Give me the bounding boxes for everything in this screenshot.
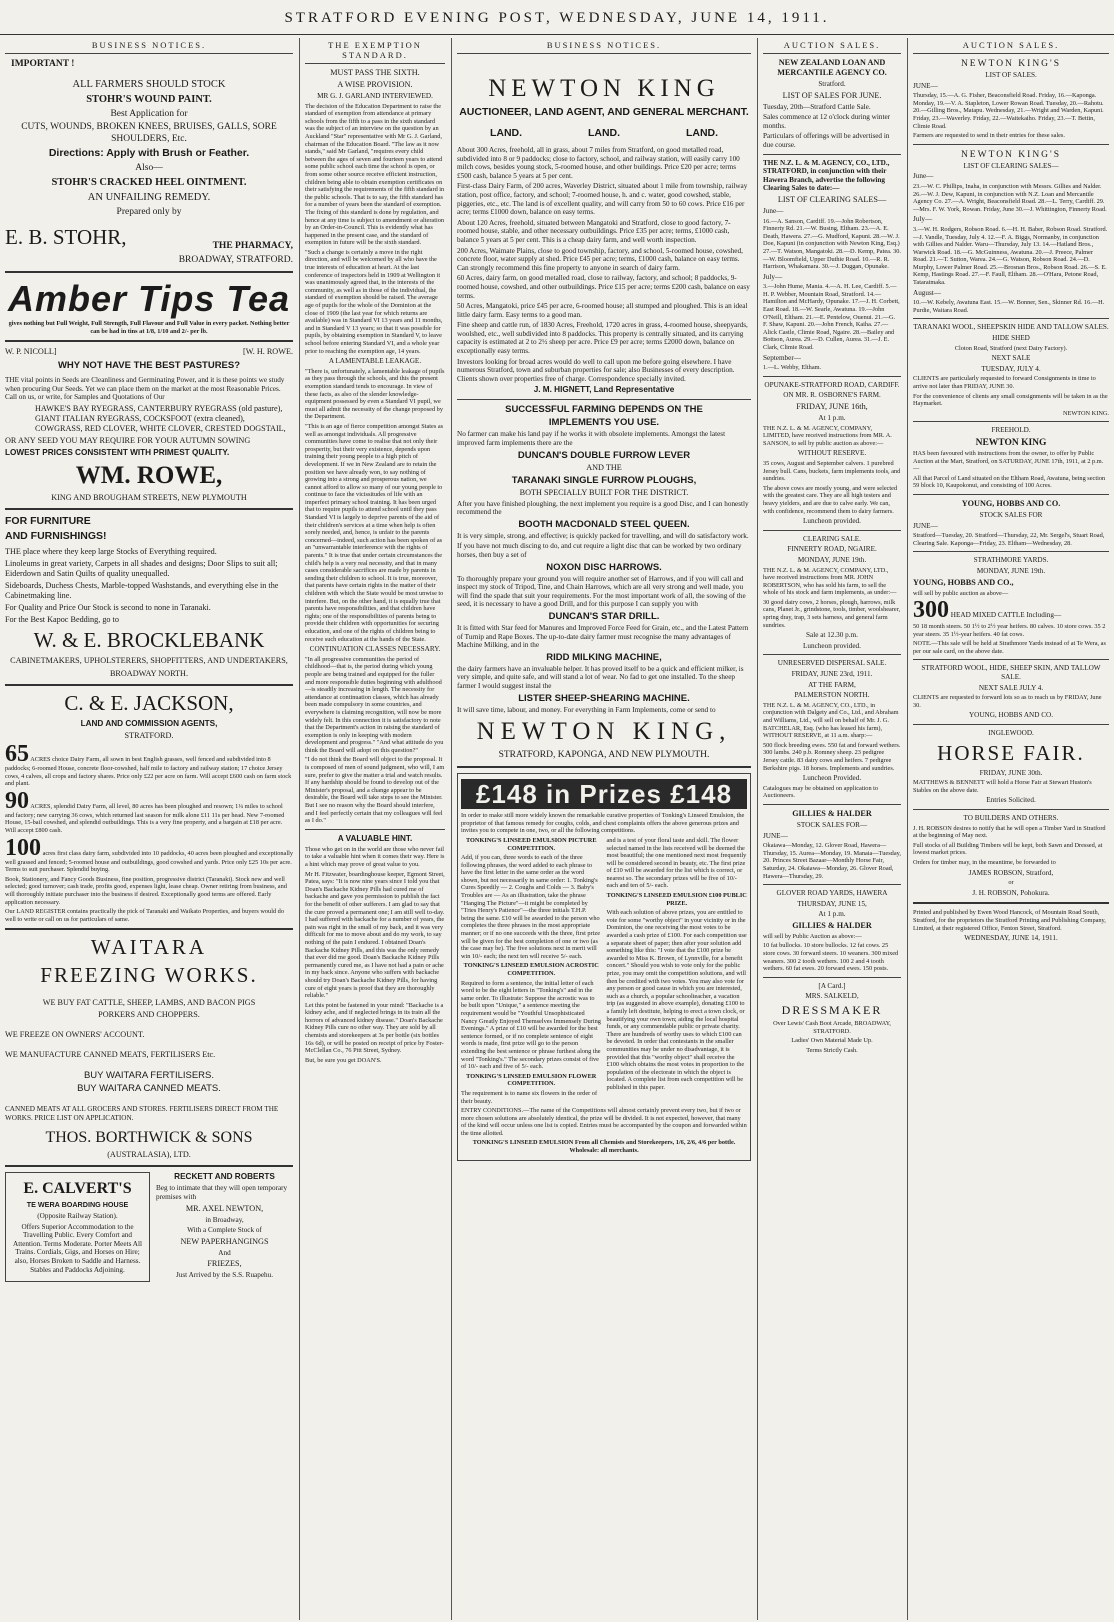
advert-body: All that Parcel of Land situated on the Eltham Road, Awatuna, being section 59 block 10, Kaupokonui, and consisting of 100 Acres. [913,474,1106,490]
advert-signature: NEWTON KING. [1062,409,1109,417]
advert-line: Over Lewis' Cash Boot Arcade, BROADWAY, STRATFORD. [773,1020,891,1035]
implement-name: TARANAKI SINGLE FURROW PLOUGHS, [511,474,697,486]
advert-heading: FOR FURNITURE [5,514,91,527]
advert-line: STRATFORD. [124,730,174,740]
sale-list: 1.—L. Webby, Eltham. [763,364,822,372]
competition-conditions: ENTRY CONDITIONS.—The name of the Competitions will almost certainly prevent every two, but if two or more chosen solutions are absolutely identical, the prize will be divided. It is not expected, however, that many of the kind will occur unless one list is copied. Entries must be accompanied by the coupon and forwarded within the time allotted. [461,1107,747,1137]
advert-line: Ladies' Own Material Made Up. [791,1037,873,1045]
sale-entry: Tuesday, 20th—Stratford Cattle Sale. [763,102,871,111]
listing-text: ACRES, splendid Dairy Farm, all level, 80 acres has been ploughed and resown; 1¼ miles to school and factory; new carrying 36 cows, which returned last season for milk alone £11 11s per head. New 7-roomed House, 15-bail cowshed, and splendid outbuildings. This is a very fine property, and a bargain at £18 per acre. Will accept £800 cash. [5,802,285,834]
sale-time: Sale at 12.30 p.m. [806,631,858,640]
acreage-number: 100 [5,834,41,861]
advert-line: in Broadway, [205,1215,244,1224]
advert-body: THE N.Z. L. & M. AGENCY, COMPANY, LTD., have received instructions from MR. JOHN ROBERTSON, who has sold his farm, to sell the whole of his stock and farm implements, as under:— [763,566,897,597]
advert-body: For the convenience of clients any small consignments will be taken in as the Haymarket. [913,392,1108,408]
agency-name: THE N.Z. L. & M. AGENCY, CO., LTD., STRATFORD, in conjunction with their Hawera Branch, advertise the following Clearing Sales to date:— [763,158,890,193]
sale-list: Stratford—Tuesday, 20. Stratford—Thursday, 22, Mr. Sergel's, Stuart Road, Clearing Sale. Kaponga—Friday, 23. Eltham—Wednesday, 28. [913,532,1105,547]
advert-line: WE BUY FAT CATTLE, SHEEP, LAMBS, AND BACON PIGS [42,998,256,1008]
advert-line: Luncheon provided. [803,641,861,650]
brocklebank-advert [5,515,293,679]
agency-name: GILLIES & HALDER [792,808,872,818]
competition-text: Add, if you can, three words to each of the three following phrases, the word added to each phrase to have the first letter in the same order as the word shown, but not necessarily in same order: 1. Tonking's Cures Speedily — 2. Coughs and Colds — 3. Baby's Troubles are — As an illustration, take the phrase "Hanging The Picture"—it might be completed by "Tries Henry's Patience"—the three initials T.H.P. being the same. £10 will be awarded to the person who completes the three phrases in the most appropriate manner; or if no one succeeds with the three, first prize will be given for the best completion of one or two (as the case may be). The five solutions next in merit will win 10/- each; the next ten will receive 5/- each. [461,854,601,960]
agency-name: NEWTON KING'S [960,149,1062,160]
advert-line: NEXT SALE [991,354,1031,363]
advert-heading: AND FURNISHINGS! [5,529,107,542]
month-label: July— [763,272,783,281]
waitara-title: WAITARA [90,935,208,960]
imprint-date: WEDNESDAY, JUNE 14, 1911. [964,934,1058,943]
advert-line: WITHOUT RESERVE. [797,449,867,458]
stohr-address: BROADWAY, STRATFORD. [178,255,293,265]
advert-line: KING AND BROUGHAM STREETS, NEW PLYMOUTH [51,492,247,502]
sale-heading: GLOVER ROAD YARDS, HAWERA [776,889,888,898]
sale-entry: Particulars of offerings will be advertised in due course. [763,132,890,149]
advert-line: W. P. NICOLL] [5,347,57,357]
sale-list: Okaiawa—Monday, 12. Glover Road, Hawera—Thursday, 15. Aurea—Monday, 19. Manaia—Tuesday, 20. Princes Street Bazaar—Monthly Horse Fair, Saturday, 24. Okaiawa—Monday, 26. Glover Road, Hawera—Thursday, 29. [763,842,901,880]
advert-line: HEAD MIXED CATTLE Including— [950,611,1062,620]
advert-line: J. M. HIGNETT, Land Representative [533,385,675,395]
advert-body: the dairy farmers have an invaluable helper. It has proved itself to be a quick and efficient milker, is very simple, and quite safe, and will stand a lot of wear. No fad to get one installed. To the sheep farmer I would suggest instal the [457,664,744,690]
advert-line: AT THE FARM, [808,680,856,689]
advert-body: OR ANY SEED YOU MAY REQUIRE FOR YOUR AUTUMN SOWING [5,435,251,445]
advert-body: For the Best Kapoc Bedding, go to [5,614,119,624]
advert-body: For Quality and Price Our Stock is second to none in Taranaki. [5,602,211,612]
advert-line: TE WERA BOARDING HOUSE [26,1200,129,1210]
advert-line: LAND AND COMMISSION AGENTS, [80,718,218,728]
advert-body: THE N.Z. L. & M. AGENCY, COMPANY, LIMITED, have received instructions from MR. A. SANSON, to sell by public auction as above:— [763,424,892,447]
month-label: June— [763,206,784,215]
sale-list: 500 flock breeding ewes. 550 fat and forward wethers. 300 lambs. 240 p.b. Romney sheep. 23 pedigree Jersey cattle. 83 dairy cows and heifers. 7 pedigree Berkshire pigs. 18 horses. Implements and sundries. [763,741,901,772]
advert-body: THE N.Z. L. & M. AGENCY, CO., LTD., in conjunction with Dalgety and Co., Ltd., and Abraham and Williams, Ltd., will sell on behalf of Mr. J. G. BATCHELAR, Esq. (who has leased his farm), WITHOUT RESERVE, at 11 a.m. sharp:— [763,701,899,740]
advert-line: MRS. SALKELD, [805,992,859,1001]
advert-body: It is very simple, strong, and effective; is quickly packed for travelling, and will do satisfactory work. [457,531,749,540]
advert-line: or [1008,879,1014,887]
implement-name: RIDD MILKING MACHINE, [546,651,662,663]
advert-line: PORKERS AND CHOPPERS. [98,1010,200,1020]
advert-line: NEW PAPERHANGINGS [180,1236,269,1246]
amber-tips-advert [5,278,293,335]
advert-line: BOTH SPECIALLY BUILT FOR THE DISTRICT. [519,487,689,497]
dressmaker-heading: DRESSMAKER [781,1003,883,1018]
advert-body: HAWKE'S BAY RYEGRASS, CANTERBURY RYEGRASS (old pasture), GIANT ITALIAN RYEGRASS, COCKSFOOT (extra cleaned), COWGRASS, RED CLOVER, WHITE CLOVER, CRESTED DOGSTAIL, [35,403,286,433]
month-label: JUNE— [763,831,788,840]
advert-line: HIDE SHED [992,334,1030,343]
implement-name: BOOTH MACDONALD STEEL QUEEN. [518,518,690,530]
column-header: BUSINESS NOTICES. [457,38,751,54]
cattle-count: 300 [913,597,949,624]
borthwick-name: THOS. BORTHWICK & SONS [45,1129,253,1147]
newton-king-title: NEWTON KING, [476,718,732,746]
advert-body: After you have finished ploughing, the next implement you require is a good Disc, and I can honestly recommend the [457,499,749,517]
advert-line: (Opposite Railway Station). [37,1212,118,1221]
advert-line: Directions: Apply with Brush or Feather. [48,147,250,159]
advert-line: STOCK SALES FOR— [796,820,868,829]
advert-line: BUY WAITARA FERTILISERS. [83,1070,215,1082]
advert-body: No farmer can make his land pay if he works it with obsolete implements. Amongst the latest improved farm implements there are the [457,430,726,448]
advert-heading: LIST OF SALES. [985,71,1037,79]
implement-name: DUNCAN'S STAR DRILL. [548,610,660,622]
masthead: STRATFORD EVENING POST, WEDNESDAY, JUNE 14, 1911. [0,0,1114,35]
advert-heading: LIST OF SALES FOR JUNE. [782,90,882,100]
advert-heading: IMPLEMENTS YOU USE. [548,417,660,429]
rowe-name: WM. ROWE, [75,461,223,489]
advert-body: THE vital points in Seeds are Cleanliness and Germinating Power, and it is these points we study when procuring Our Seeds. Yet we can place them on the market at the most Reasonable Prices. Call on us, or write, for Samples and Quotations of Our [5,376,285,402]
advert-line: BROADWAY NORTH. [109,668,189,678]
advert-body: HAS been favoured with instructions from the owner, to offer by Public Auction at the Mart, Stratford, on SATURDAY, JUNE 17th, 1911, at 2 p.m.— [913,449,1104,473]
article-subhead: A VALUABLE HINT. [337,833,413,843]
advert-line: PALMERSTON NORTH. [794,691,870,700]
advert-line: MR. AXEL NEWTON, [185,1203,264,1213]
column-header: THE EXEMPTION STANDARD. [305,38,445,64]
calvert-advert [5,1172,150,1282]
sale-date: FRIDAY, JUNE 30th. [979,768,1043,777]
listing-text: ACRES choice Dairy Farm, all sown in best English grasses, well fenced and subdivided into 8 paddocks; 6-roomed House, concrete floor-cowshed, half mile to factory and railway station; 17 choice Jersey cows, 4 calves, all crops and factory shares. Price only £22 per acre on farm. Will accept £600 cash on farm stock and plant. [5,755,292,788]
advert-body: NOTE.—This sale will be held at Strathmore Yards instead of at Te Wera, as per our sale card, on the above date. [913,640,1106,655]
agency-name: YOUNG, HOBBS AND CO., [913,577,1014,587]
advert-line: TONKING'S LINSEED EMULSION From all Chemists and Storekeepers, 1/6, 2/6, 4/6 per bottle. Wholesale: all merchants. [472,1139,736,1155]
advert-line: Prepared only by [116,207,182,217]
sale-date: TUESDAY, JULY 4. [981,364,1041,373]
advert-body: Farmers are requested to send in their entries for these sales. [913,132,1065,140]
advert-heading: WHY NOT HAVE THE BEST PASTURES? [57,360,241,372]
brocklebank-name: W. & E. BROCKLEBANK [33,627,265,652]
advert-line: CABINETMAKERS, UPHOLSTERERS, SHOPFITTERS, AND UNDERTAKERS, [10,655,288,665]
advert-line: Luncheon provided. [803,517,861,526]
article-paragraph: But, be sure you get DOAN'S. [305,1056,382,1064]
acreage-number: 65 [5,740,29,767]
article-subhead: A WISE PROVISION. [337,80,413,89]
listing-text: Investors looking for broad acres would do well to call upon me before going elsewhere. I have numerous Stratford, town and suburban properties for sale; also Businesses of every description. Clients shown over properties free of charge. Correspondence specially invited. [457,357,735,383]
advert-body: J. H. ROBSON desires to notify that he will open a Timber Yard in Stratford at the beginning of May next. [913,824,1106,840]
article-paragraph: "I do not think the Board will object to the proposal. It is composed of men of sound judgment, who will, I am sure, prefer to give the matter a trial and watch results. If any hardship should be found to develop out of the Minister's proposal, and a change appear to be desirable, the Board will take steps to see the Minister. But I see no reason why the Board should interfere, and I feel perfectly certain that my colleagues will feel as I do." [305,756,445,825]
column-4 [758,38,906,1618]
advert-signature: JAMES ROBSON, Stratford, [968,868,1054,877]
advert-body: Full stocks of all Building Timbers will be kept, both Sawn and Dressed, at lowest market prices. [913,841,1103,857]
competition-heading: TONKING'S LINSEED EMULSION PICTURE COMPETITION. [465,836,597,852]
column-5 [908,38,1114,1618]
amber-sub: gives nothing but Full Weight, Full Strength, Full Flavour and Full Value in every packet. Nothing better can be had in tins at 1/8, 1/10 and 2/- per lb. [8,320,290,335]
advert-line: will sell by Public Auction as above:— [763,932,862,940]
advert-heading: SUCCESSFUL FARMING DEPENDS ON THE [505,404,703,416]
land-heading: LAND. [587,127,621,139]
waitara-title: FREEZING WORKS. [40,963,258,988]
advert-body: Beg to intimate that they will open temporary premises with [156,1184,288,1202]
advert-line: Best Application for [110,109,188,119]
agency-name: NEWTON KING [975,437,1047,448]
sale-heading: FREEHOLD. [991,426,1031,435]
land-heading: LAND. [685,127,719,139]
advert-line: FINNERTY ROAD, NGAIRE. [787,545,877,554]
advert-heading: LOWEST PRICES CONSISTENT WITH PRIMEST QUALITY. [5,447,230,457]
advert-line: FRIEZES, [207,1259,242,1269]
advert-line: will sell by public auction as above— [913,589,1009,597]
month-label: September— [763,353,801,362]
advert-signature: J. H. ROBSON, Pohokura. [972,888,1050,897]
sale-list: 3.—John Hume, Mania. 4.—A. H. Lee, Cardiff. 5.—H. P. Webber, Mountain Road, Stratford. 14.—Hamilton and McHardy, Opunake. 17.—J. H. Corbett, East Road. 18.—W. Searle, Awatuna. 19.—John O'Neill, Eltham. 21.—E. Pentelow, Ouenui. 21.—G. F. Shaw, Kapuni. 20.—John French, Kaiha. 27.—Alick Castle, Climie Road, Ngaire. 28.—Bailey and Bottson, Aurea. 29.—D. Cullen, Aurea. 31.—J. E. Clark, Climie Road. [763,283,900,352]
sale-date: FRIDAY, JUNE 23rd, 1911. [791,670,873,679]
listing-text: acres first class dairy farm, subdivided into 10 paddocks, 40 acres been ploughed and exceptionally well grassed and fenced; 5-roomed house and outbuildings, good cowshed and yards. Price only £25 10s per acre. Terms to suit purchaser. Splendid buying. [5,849,293,874]
implement-name: LISTER SHEEP-SHEARING MACHINE. [518,692,690,704]
competition-text: Required to form a sentence, the initial letter of each word to be the eight letters in "Tonking's" and in the same order. To illustrate: Suppose the acrostic was to be built upon "Unique," a sentence meeting the requirement would be "Youthful Unsophisticated Nancy Greatly Enjoyed Themselves Immensely During Evenings." A prize of £10 will be awarded for the best sentence formed, or if no complete sentence of eight words is made, first prize will go to the person extending the best sentence or phrase furthest along the word "Tonking's." The secondary prizes consist of five of 10/- each and five of 5/- each. [461,979,601,1071]
competition-text: The requirement is to name six flowers in the order of their beauty. [461,1089,598,1105]
listing-text: About 300 Acres, freehold, all in grass, about 7 miles from Stratford, on good metalled road, subdivided into 8 or 9 paddocks; close to factory, school, and railway station, will easily carry 100 milch cows, besides young stock, 5-roomed house, and other buildings. Price £20 per acre; terms £500 cash, balance 5 years at 5 per cent. [457,146,740,180]
sale-heading: STRATHMORE YARDS. [973,556,1049,565]
competition-heading: TONKING'S LINSEED EMULSION ACROSTIC COMPETITION. [463,962,599,977]
article-paragraph: Those who get on in the world are those who never fail to take a valuable hint when it comes their way. Here is a hint which may prove of great value to you. [305,845,445,868]
sale-time: At 1 p.m. [818,910,846,919]
sale-heading: TO BUILDERS AND OTHERS. [963,814,1059,822]
farm-implements-advert [457,404,751,761]
advert-body: If you have not much discing to do, and cut require a light disc that can be worked by two ordinary horses, then buy a set of [457,542,742,559]
advert-body: In order to make still more widely known the remarkable curative properties of Tonking's Linseed Emulsion, the proprietor of that famous remedy for coughs, colds, and chest complaints offers the above generous prizes and invites you to compete in one, two, or all the following competitions. [461,812,745,835]
agency-name: NEW ZEALAND LOAN AND MERCANTILE AGENCY CO. [777,58,887,77]
advert-line: Stratford. [818,80,846,88]
sale-date: FRIDAY, JUNE 16th, [796,402,868,411]
sale-entry: Sales commence at 12 o'clock during winter months. [763,113,891,130]
month-label: June— [913,172,934,181]
prize-title: £148 in Prizes £148 [461,779,747,809]
agency-name: NEWTON KING'S [960,59,1062,69]
sale-list: Thursday, 15.—A. G. Fisher, Beaconsfield Road. Friday, 16.—Kaponga. Monday, 19.—V. A. Stapleton, Lower Rowan Road. Tuesday, 20.—Rahotu. 20.—Gilling Bros., Matapu. Wednesday, 21.—Wright and Warden, Kapuni. Friday, 23.—Waverley. Friday, 22.—Waitekaiho. Friday, 23.—T. Bettin, Climie Road. [913,92,1104,130]
advert-line: (AUSTRALASIA), LTD. [107,1150,191,1160]
article-paragraph: Mr H. Fitzwater, boardinghouse keeper, Egmont Street, Patea, says: "It is now nine years since I told you that Doan's Backache Kidney Pills had cured me of backache and gave you permission to publish the fact for the benefit of other sufferers. I am glad to say that the cure proved a permanent one; I am still well to-day. I had suffered with backache for a number of years, the pain was right in the small of my back, and it was very difficult for me to move about and do my work, to say nothing of the pain I endured. I obtained Doan's Backache Kidney Pills, and this was the only remedy that ever did me good. Doan's Backache Kidney Pills permanently cured me, as I have not had a pain or ache in my back since. Anyone who suffers with backache should try Doan's Backache Kidney Pills, for having cure of eight years is proof that they are thoroughly reliable." [305,870,445,1000]
sale-list: 23.—W. C. Phillips, Inaha, in conjunction with Messrs. Gillies and Nalder. 26.—W. J. Dew, Kapuni, in conjunction with N.Z. Loan and Mercantile Agency Co. 27.—A. Wright, Beaconsfield Road. 28.—L. Terry, Cardiff. 29.—Mrs. F. W. York, Rowan. Friday, June 30.—J. Whittington, Finnerty Road. [913,182,1107,213]
stohr-pharmacy: THE PHARMACY, [212,241,293,251]
advert-body: CLIENTS are requested to forward lots so as to reach us by FRIDAY, June 30. [913,694,1102,709]
month-label: JUNE— [913,81,938,90]
listing-text: Fine sheep and cattle run, of 1830 Acres, Freehold, 1720 acres in grass, 4-roomed house, sheepyards, woolshed, etc., well subdivided into 8 paddocks. This property is centrally situated, and its carrying capacity is estimated at 2 to 2½ sheep per acre. Price £9 per acre; terms £2000 down, balance on exceptionally easy terms. [457,321,748,356]
advert-line: BUY WAITARA CANNED MEATS. [77,1083,221,1095]
advert-line: STOHR'S WOUND PAINT. [86,94,212,105]
advert-line: WE MANUFACTURE CANNED MEATS, FERTILISERS Etc. [5,1050,216,1060]
listing-text: First-class Dairy Farm, of 200 acres, Waverley District, situated about 1 mile from township, railway station, post office, factory, and school; 7-roomed house, h. and c. water, good cowshed, stable, piggeries, etc., etc. The land is of excellent quality, and will carry from 50 to 60 cows. Price £16 per acre; terms £1000 down, balance on easy terms. [457,182,748,217]
listing-text: 60 Acres, dairy farm, on good metalled road, close to railway, factory, and school; 8 paddocks, 9-roomed house, cowshed, and other outbuildings. Price £15 per acre; terms £200 cash, balance on easy terms. [457,274,750,300]
sale-date: THURSDAY, JUNE 15, [797,899,867,908]
advert-line: Terms Strictly Cash. [806,1046,858,1054]
sale-time: At 1 p.m. [818,414,846,422]
sale-heading: STRATFORD WOOL, HIDE, SHEEP SKIN, AND TALLOW SALE. [921,664,1101,682]
advert-heading: LIST OF CLEARING SALES— [777,194,887,204]
advert-line: INGLEWOOD. [988,729,1034,738]
calvert-name: E. CALVERT'S [23,1180,132,1198]
column-header: AUCTION SALES. [913,38,1109,54]
newton-king-title: NEWTON KING [488,75,720,102]
sale-list: 16.—A. Sanson, Cardiff. 19.—John Robertson, Finnerty Rd. 21.—W. Busing, Eltham. 23.—A. E. Death, Hawera. 27.—G. Mudford, Kapuni. 28.—W. J. Doe, Kapuni (in conjunction with Newton King, Esq.) 27.—T. Watson, Mangatoki. 28.—D. Kemp, Patea. 30.—W. Bloomfield, Upper Duthie Road. 10.—R. R. Harrison, Whakamara. 30.—J. Duggan, Opunake. [763,217,901,271]
sale-date: NEXT SALE JULY 4. [978,683,1044,692]
article-subhead: MR G. J. GARLAND INTERVIEWED. [317,92,433,100]
advert-line: STOCK SALES FOR [979,510,1043,519]
sale-heading: TARANAKI WOOL, SHEEPSKIN HIDE AND TALLOW SALES. [913,323,1109,332]
advert-signature: YOUNG, HOBBS AND CO. [968,711,1054,720]
competition-text: and is a test of your floral taste and skill. The flower selected named in the lists received will be deemed the most beautiful; the one mentioned next most frequently will be considered second in beauty, etc. The first prize of £10 will be awarded for the list which is correct, or nearest so. The secondary prizes will be five of 10/- each and ten of 5/- each. [606,836,747,890]
listing-text: Book, Stationery, and Fancy Goods Business, fine position, progressive district (Taranaki). Stock new and well selected; good turnover; cash trade, profits good, expenses light, lease cheap. Owner retiring from business, and will thoroughly initiate purchaser into the business if desired. Exceptionally good terms are offered. Early application necessary. [5,875,287,906]
important-heading: IMPORTANT ! [11,59,75,69]
column-3 [452,38,756,1618]
implement-name: DUNCAN'S DOUBLE FURROW LEVER [517,449,691,461]
advert-line: Cloton Road, Stratford (next Dairy Factory). [954,344,1068,352]
advert-body: To thoroughly prepare your ground you will require another set of Harrows, and if you will call and inspect my stock of Tripod, Tine, and Chain Harrows, which are all very strong and well made, you will find the spade that suit your requirements. For the most important work of all, the sowing of the seed, it is necessary to have a good Drill, and for this purpose I can supply you with [457,574,746,609]
competition-heading: TONKING'S LINSEED EMULSION £100 PUBLIC PRIZE. [606,892,747,907]
sale-list: 50 18 month steers. 50 1½ to 2½ year heifers. 80 calves. 10 store cows. 35 2 year steers. 35 1½-year heifers. 40 fat cows. [913,623,1106,638]
jackson-advert [5,691,293,923]
advert-line: ON MR. R. OSBORNE'S FARM. [783,391,881,400]
advert-body: It will save time, labour, and money. For everything in Farm Implements, come or send to [457,705,716,714]
agency-name: GILLIES & HALDER [792,920,872,930]
amber-title: Amber Tips Tea [7,278,291,319]
listing-text: About 120 Acres, freehold, situated between Mangatoki and Stratford, close to good factory, 7-roomed house, stable, and other necessary outbuildings. Price £35 per acre; terms, £1000 cash, balance 5 years at 5 per cent. This is a cheap dairy farm, and well worth inspection. [457,218,731,244]
column-header: BUSINESS NOTICES. [5,38,293,54]
sale-list: 10 fat bullocks. 10 store bullocks. 12 fat cows. 25 store cows. 30 forward steers. 10 weaners. 300 mixed weaners. 300 2 tooth wethers. 100 2 and 4 tooth wethers. 60 fat ewes. 20 forward ewes. 150 posts. [763,942,899,973]
advert-line: CANNED MEATS AT ALL GROCERS AND STORES. FERTILISERS DIRECT FROM THE WORKS. PRICE LIST ON APPLICATION. [5,1105,279,1122]
advert-body: Linoleums in great variety, Carpets in all shades and designs; Door Slips to suit all; Eiderdown and Satin Quilts of quality unequalled. [5,558,278,578]
column-header: AUCTION SALES. [763,38,901,54]
advert-body: THE place where they keep large Stocks of Everything required. [5,546,217,556]
advert-line: [A Card.] [818,981,846,990]
sale-date: MONDAY, JUNE 19th. [976,566,1046,575]
waitara-advert [5,935,293,1160]
rowe-advert [5,347,293,503]
article-paragraph: The decision of the Education Department to raise the standard of exemption from attendance at primary schools from the fifth to a pass in the sixth standard was the subject of an interview on the question by an Auckland "Star" representative with Mr G. J. Garland, chairman of the Education Board. "The law as it now stands," said Mr Garland, "requires every child between the ages of seven and fourteen years to attend some public school each time the school is open, or from some other source receive efficient instruction, children being able to obtain exemption certificates on their satisfying the requirements of the fifth standard in the public schools. That is to say, the fifth standard has for a number of years been the standard of exemption. The fixing of this standard is done by regulation, and hence at any time is subject to amendment or alteration by an Order-in-Council. This is evidently what has happened in the present case, and the standard of exemption in future will be the sixth standard. [305,102,445,247]
sale-list: 35 cows, August and September calvers. 1 purebred Jersey bull. Cans, buckets, farm implements tools, and sundries. [763,459,901,483]
newton-king-land-advert [457,74,751,395]
competition-text: With each solution of above prizes, you are entitled to vote for some "worthy object" in your vicinity or in the Dominion, the one receiving the most votes to be awarded a cash prize of £100. For each competition use a separate sheet of paper; then after your solution add something like this: "I vote that the £100 prize be awarded to Miss K. Brown, of Lynnville, for a benefit concert." Should you wish to vote only for the public prize, you may omit the competition solutions, and will then be credited with two votes. You may also vote for any person or good cause in which you are interested, such as a church, a popular schoolteacher, a vacation trip (as suggested in above example), donating £100 to a family left destitute, helping to erect a town clock, or beautifying your own town; aiding the local hospital funds, or any commendable public or private charity. There are hundreds of worthy uses to which £100 can be devoted. In order that contestants in the smaller communities may be under no disadvantage, it is provided that this "worthy object" shall receive the £100 which obtains the most votes in proportion to the population of the electorate in which the object is located. A complete list from each competition will be published in this paper. [606,909,747,1091]
advert-line: AND THE [586,462,622,472]
month-label: August— [913,288,941,297]
competition-heading: TONKING'S LINSEED EMULSION FLOWER COMPETITION. [466,1072,597,1088]
advert-heading: LIST OF CLEARING SALES— [963,161,1059,170]
column-2 [300,38,450,1618]
sale-list: 3.—W. H. Rodgers, Robson Road. 6.—H. H. Baber, Robson Road. Stratford.—J. Vandle, Tuesday, July 4. 12.—F. A. Biggs, Normanby, in conjunction with Gillies and Nalder. Waru—Thursday, July 13. 14.—Hatland Bros., Warwick Road. 18.—G. McGuinness, Awatuna. 20.—J. Preece, Palmer Road. 21.—T. Sutton, Warea. 24.—G. Watson, Robson Road. 24.—D. Murphy, Lower Palmer Road. 25.—Brosnan Bros., Robson Road. 26.—S. E. Kemp, Hastings Road. 27.—F. Faull, Eltham. 28.—O'Hara, Petone Road, Tataraimaka. [913,225,1108,287]
agency-name: YOUNG, HOBBS AND CO. [961,498,1061,508]
advert-line: Just Arrived by the S.S. Ruapehu. [175,1271,274,1280]
advert-line: WE FREEZE ON OWNERS' ACCOUNT. [5,1030,145,1040]
sale-heading: OPUNAKE-STRATFORD ROAD, CARDIFF. [764,380,900,389]
jackson-name: C. & E. JACKSON, [64,690,234,715]
advert-body: Sideboards, Duchess Chests, Marble-topped Washstands, and everything else in the Cabinetmaking line. [5,580,279,600]
reckett-advert [156,1172,293,1282]
listing-text: Our LAND REGISTER contains practically the pick of Taranaki and Waikato Properties, and buyers would do well to write or call on us for particulars of same. [5,908,284,923]
advert-line: [W. H. ROWE. [243,347,293,357]
advert-body: The above cows are mostly young, and were selected with the greatest care. They are all high testers and heavy yielders, and are due to calve early. We can, with confidence, recommend them to dairy farmers. [763,484,898,515]
article-paragraph: "There is, unfortunately, a lamentable leakage of pupils as they pass through the schools, and this the present exemption standard tends to encourage. In view of these facts, as also of the slender knowledge-equipment possessed by even a Standard VI pupil, we must all admit the necessity of the change proposed by the Department. [305,367,445,421]
advert-line: STRATFORD, KAPONGA, AND NEW PLYMOUTH. [498,750,710,761]
land-heading: LAND. [489,127,523,139]
month-label: JUNE— [913,521,938,530]
article-paragraph: "Such a change is certainly a move in the right direction, and will be welcomed by all who have the true interests of education at heart. At the last conference of inspectors held in 1909 at Wellington it was unanimously agreed that, in the interests of the community, as well as in those of the individual, the standard of exemption should be raised. The average age of pupils for the whole of the Dominion at the close of 1909 (the last year for which returns are available) was in Standard VI 13 years and 11 months, and in Standard V 13 years; so that it was possible for pupils, by obtaining exemption in Standard V, to leave school before entering Standard VI, and a whole year prior to reaching the exemption age, 14 years. [305,248,443,355]
advert-line: With a Complete Stock of [187,1226,262,1235]
advert-line: STOHR'S CRACKED HEEL OINTMENT. [51,177,247,188]
column-1 [0,38,298,1618]
sale-date: MONDAY, JUNE 19th. [797,555,867,564]
month-label: July— [913,215,933,224]
tonking-prize-advert [457,773,751,1161]
advert-line: AN UNFAILING REMEDY. [87,192,211,203]
advert-body: MATTHEWS & BENNETT will hold a Horse Fair at Stewart Huston's Stables on the above date. [913,779,1092,794]
advert-line: Also— [135,163,163,173]
reckett-name: RECKETT AND ROBERTS [174,1172,275,1182]
advert-line: And [218,1248,231,1257]
article-paragraph: "This is an age of fierce competition amongst States as well as amongst individuals. All progressive communities have come to realise that not only their prosperity, but their very existence, depends upon training their young people to a high pitch of development. If we in New Zealand are to retain the position we have already won, to say nothing of growing into a strong and prosperous nation, we cannot afford to allow so many of our young people to continue to face the vicissitudes of life with an imperfect primary school training. It has been urged that to require pupils to attend school until they pass Standard VI is largely to deprive parents of the aid of their children's services at a time when help is often sorely needed, and, hence, is unfair to the parents concerned—indeed, such action has been spoken of as an "unwarrantable interference with the rights of parents." It is true that under certain circumstances the child's help is a very real necessity, and that in many cases considerable sacrifices are made by parents in sending their children to school. It is true, moreover, that parents have certain rights in the matter of their children with which the State would be most unwise to interfere. But, on the other hand, it is equally true that parents have responsibilities, and that children have rights; one of the responsibilities of parents being to provide their children with opportunities for securing education, and one of the rights of children being to receive such education at the hands of the State. [305,422,444,643]
printer-imprint: Printed and published by Ewen Wood Hancock, of Mountain Road South, Stratford, for the proprietors the Stratford Printing and Publishing Company, Limited, at their registered Office, Fenton Street, Stratford. [913,909,1106,932]
advert-line: ALL FARMERS SHOULD STOCK [72,79,226,90]
listing-text: 50 Acres, Mangatoki, price £45 per acre, 6-roomed house; all stumped and ploughed. This is an ideal little dairy farm. Easy terms to a good man. [457,302,748,319]
article-subhead: A LAMENTABLE LEAKAGE. [328,357,422,366]
bottom-adverts [5,1172,293,1282]
sale-heading: CLEARING SALE. [803,534,861,543]
stohr-name: E. B. STOHR, [5,225,127,249]
advert-body: Offers Superior Accommodation to the Travelling Public. Every Comfort and Attention. Terms Moderate. Porter Meets All Trains. Cordials, Gigs, and Horses on Hire; also, Horses Broken to Saddle and Harness. Stables and Paddocks Adjoining. [13,1222,142,1274]
advert-line: AUCTIONEER, LAND AGENT, AND GENERAL MERCHANT. [459,106,749,118]
advert-line: CUTS, WOUNDS, BROKEN KNEES, BRUISES, GALLS, SORE SHOULDERS, Etc. [21,122,277,144]
acreage-number: 90 [5,787,29,814]
advert-body: CLIENTS are particularly requested to forward Consignments in time to arrive not later than FRIDAY, JUNE 30. [913,375,1096,390]
sale-list: 30 good dairy cows, 2 horses, plough, harrows, milk cans, Planet Jr., grindstone, tools, timber, woolshearer, spring dray, trap, 3 sets harness, and general farm sundries. [763,598,901,629]
implement-name: NOXON DISC HARROWS. [546,561,662,573]
advert-line: Entries Solicited. [986,796,1036,805]
sale-list: 10.—W. Kebely, Awatuna East. 15.—W. Bonner, Sen., Skinner Rd. 16.—H. Purdie, Waitara Road. [913,299,1105,314]
advert-body: It is fitted with Star feed for Manures and Improved Force Feed for Grain, etc., and the Latest Pattern of Turnip and Rape Boxes. The up-to-date dairy farmer must recognise the many advantages of Machine Milking, and in the [457,623,749,650]
article-subhead: CONTINUATION CLASSES NECESSARY. [309,645,441,654]
advert-body: Catalogues may be obtained on application to Auctioneers. [763,784,879,800]
sale-heading: UNRESERVED DISPERSAL SALE. [777,659,887,668]
advert-line: Luncheon Provided. [802,774,862,783]
article-paragraph: Let this point be fastened in your mind: "Backache is a kidney ache, and if neglected brings in its train all the horrors of advanced kidney disease." Doan's Backache Kidney Pills cure no other way. They are sold by all chemists and storekeepers at 3s per bottle (six bottles 16s 6d), or will be posted on receipt of price by Foster-McClellan Co., 76 Pitt Street, Sydney. [305,1001,444,1055]
article-paragraph: "In all progressive communities the period of childhood—that is, the period during which young people are being trained and equipped for the fuller and more responsible duties beginning with adulthood—is steadily increasing in length. The necessity for attendance at continuation classes, which has already been made compulsory in some countries, and everywhere is claiming recognition, will now be more widely felt. In this connection it is satisfactory to note that the Department's action in raising the standard of exemption is only in keeping with modern development and progress." "And what attitude do you think the Board will adopt on this question?" [305,655,444,754]
horse-fair-title: HORSE FAIR. [937,740,1085,765]
article-subhead: MUST PASS THE SIXTH. [330,68,420,77]
stohr-advert [5,58,293,266]
listing-text: 200 Acres, Waimate Plains, close to good township, factory, and school, 5-roomed house, cowshed, concrete floor, water supply at shed. Price £45 per acre; terms, £1000 cash, balance on easy terms. Can strongly recommend this fine property to anyone in search of dairy farm. [457,246,743,272]
advert-body: Orders for timber may, in the meantime, be forwarded to [913,858,1056,866]
